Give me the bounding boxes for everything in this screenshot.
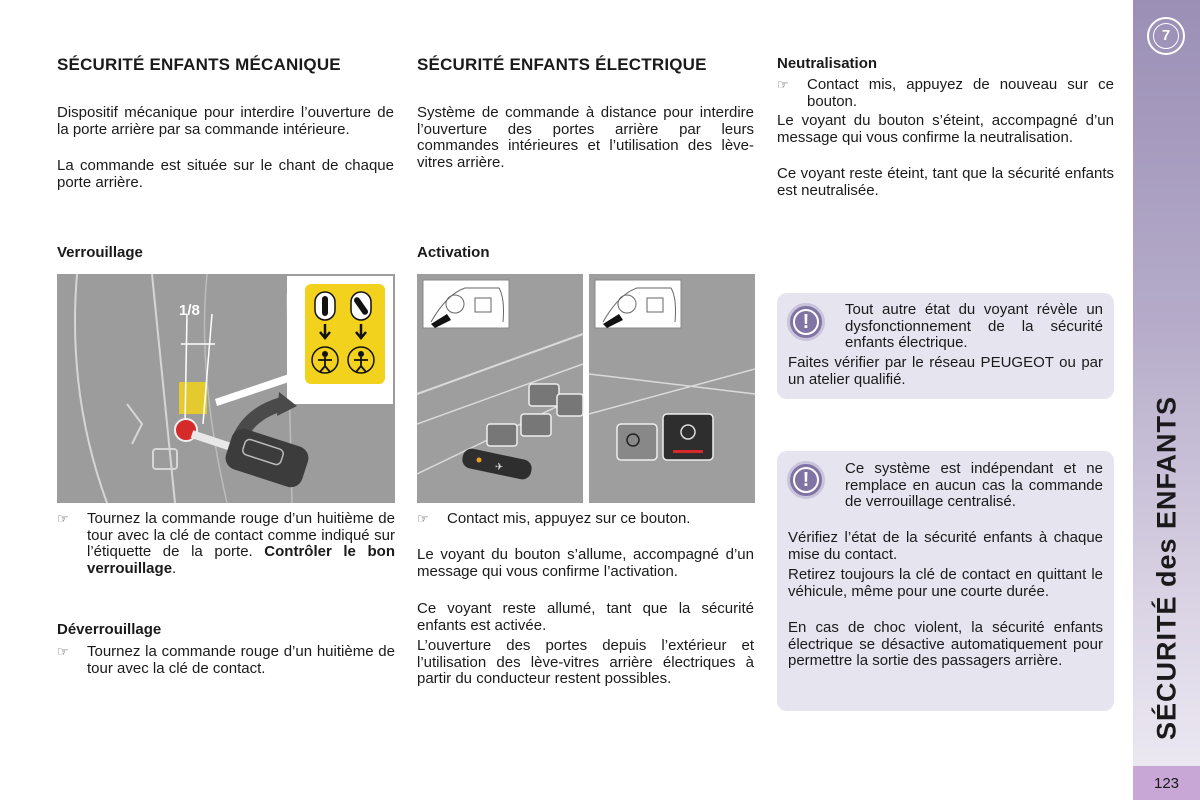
verrouillage-step-end: . — [172, 559, 177, 577]
fraction-label: 1/8 — [179, 302, 200, 319]
note-1-lead: Tout autre état du voyant révèle un dysfonctionnement de la sécurité enfants électrique. — [845, 301, 1103, 351]
neutralisation-step-text: Contact mis, appuyez de nouveau sur ce bouton. — [807, 76, 1114, 110]
page-number: 123 — [1133, 766, 1200, 800]
neutralisation-para-2: Ce voyant reste éteint, tant que la sécurité enfants est neutralisée. — [777, 165, 1114, 199]
mechanical-intro-1: Dispositif mécanique pour interdire l’ouverture de la porte arrière par sa commande intérieure. — [57, 104, 394, 138]
activation-heading: Activation — [417, 244, 490, 261]
pointing-hand-icon: ☞ — [417, 511, 429, 526]
neutralisation-para-1: Le voyant du bouton s’éteint, accompagné d’un message qui vous confirme la neutralisation. — [777, 112, 1114, 146]
electric-lock-illustration — [417, 274, 755, 503]
neutralisation-step — [777, 77, 1114, 110]
vertical-section-title: SÉCURITÉ des ENFANTS — [1151, 395, 1182, 741]
deverrouillage-step — [57, 644, 395, 677]
note-2-body-1: Vérifiez l’état de la sécurité enfants à chaque mise du contact. — [788, 529, 1103, 563]
mechanical-section-title: SÉCURITÉ ENFANTS MÉCANIQUE — [57, 55, 341, 74]
activation-para-3: L’ouverture des portes depuis l’extérieur et l’utilisation des lève-vitres arrière électriques à partir du conducteur restent possibles. — [417, 637, 754, 687]
verrouillage-step-bold: Contrôler le bon verrouillage — [87, 543, 395, 577]
deverrouillage-heading: Déverrouillage — [57, 621, 162, 638]
door-edge-drawing — [57, 274, 395, 503]
electric-intro: Système de commande à distance pour interdire l’ouverture des portes arrière par leurs commandes intérieures et l’utilisation des lève-vitres arrière. — [417, 104, 754, 171]
section-number-icon — [1147, 17, 1185, 55]
mechanical-lock-illustration — [57, 274, 395, 503]
activation-para-2: Ce voyant reste allumé, tant que la sécurité enfants est activée. — [417, 600, 754, 634]
deverrouillage-step-text: Tournez la commande rouge d’un huitième de tour avec la clé de contact. — [87, 643, 395, 677]
pointing-hand-icon: ☞ — [777, 77, 789, 92]
exclamation-icon: ! — [787, 303, 825, 341]
verrouillage-heading: Verrouillage — [57, 244, 143, 261]
neutralisation-heading: Neutralisation — [777, 55, 878, 72]
verrouillage-step — [57, 511, 395, 577]
electric-section-title: SÉCURITÉ ENFANTS ÉLECTRIQUE — [417, 55, 707, 74]
section-number-glyph: 7 — [1153, 23, 1179, 49]
note-2-lead: Ce système est indépendant et ne remplace en aucun cas la commande de verrouillage centralisé. — [845, 460, 1103, 510]
note-2-body-3: En cas de choc violent, la sécurité enfants électrique se désactive automatiquement pour permettre la sortie des passagers arrière. — [788, 619, 1103, 669]
verrouillage-step-text: Tournez la commande rouge d’un huitième de tour avec la clé de contact comme indiqué sur l’étiquette de la porte. — [87, 510, 395, 560]
pointing-hand-icon: ☞ — [57, 644, 69, 659]
svg-text:✈: ✈ — [495, 462, 504, 473]
warning-note-1 — [777, 293, 1114, 399]
switch-panel-drawing — [417, 274, 755, 503]
activation-step-text: Contact mis, appuyez sur ce bouton. — [447, 510, 691, 527]
exclamation-icon: ! — [787, 461, 825, 499]
note-2-body-2: Retirez toujours la clé de contact en quittant le véhicule, même pour une courte durée. — [788, 566, 1103, 600]
warning-note-2 — [777, 451, 1114, 711]
activation-step — [417, 511, 755, 528]
note-1-body: Faites vérifier par le réseau PEUGEOT ou par un atelier qualifié. — [788, 354, 1103, 388]
activation-para-1: Le voyant du bouton s’allume, accompagné d’un message qui vous confirme l’activation. — [417, 546, 754, 580]
pointing-hand-icon: ☞ — [57, 511, 69, 526]
mechanical-intro-2: La commande est située sur le chant de chaque porte arrière. — [57, 157, 394, 191]
